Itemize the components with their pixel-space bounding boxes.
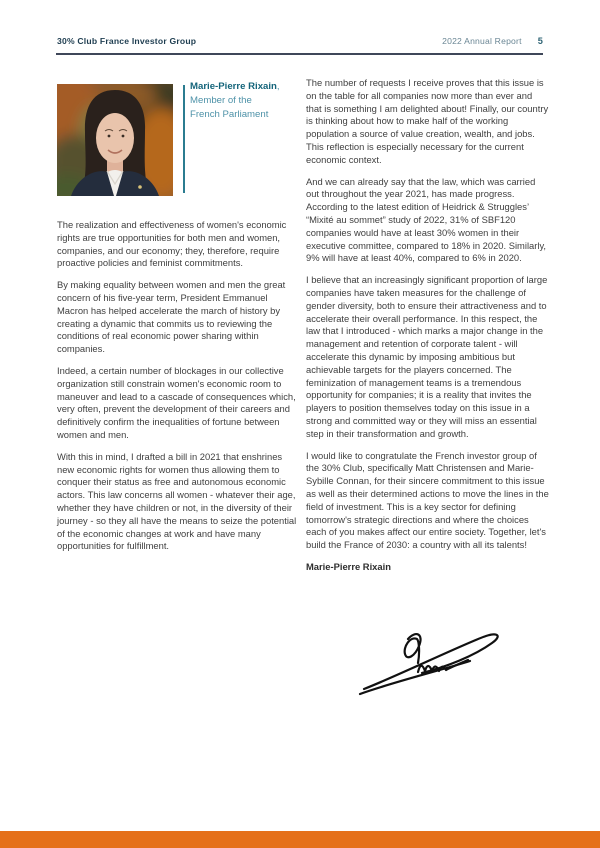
header-page-number: 5 (537, 36, 543, 46)
profile-photo (57, 84, 173, 196)
signoff-name: Marie-Pierre Rixain (306, 560, 391, 572)
portrait-illustration (57, 84, 173, 196)
profile-caption (190, 80, 284, 122)
paragraph: The realization and effectiveness of women's economic rights are true opportunities for both men and women, companies, and our economy; they, therefore, require proactive policies and feminist commitments. (57, 219, 287, 269)
header-brand: 30% Club France Investor Group (57, 36, 197, 46)
header-report-title: 2022 Annual Report (442, 36, 522, 46)
header-rule (56, 53, 543, 55)
profile-role: , Member of the French Parliament (190, 81, 280, 120)
paragraph: Indeed, a certain number of blockages in our collective organization still constrain women's economic room to maneuver and lead to a cascade of consequences which, very often, prevent the development of their careers and definitively confirm the inequalities of fortune between women and men. (57, 364, 296, 440)
page-header (57, 36, 543, 46)
paragraph: With this in mind, I drafted a bill in 2021 that enshrines new economic rights for women thus allowing them to conquer their status as free and autonomous economic actors. This law concerns all women - whatever their age, whether they have children or not, in the diversity of their journey - so they all have the means to seize the potential of the economic changes at work and have many opportunities for fulfillment. (57, 450, 297, 552)
paragraph: I believe that an increasingly significant proportion of large companies have taken measures for the challenge of gender diversity, both to ensure their attractiveness and to accelerate their overall performance. In this respect, the law that I introduced - which marks a major change in the management and retention of corporate talent - will accelerate this dynamic by imposing ambitious but achievable targets for the players concerned. The feminization of management teams is a tremendous opportunity for companies; it is a reality that invites the players to position themselves today on this issue in a strong and committed way or they will miss an essential step in their transformation and growth. (306, 274, 548, 439)
paragraph: By making equality between women and men the great concern of his five-year term, President Emmanuel Macron has helped accelerate the march of history by creating a dynamic that commits us to reviewing the conditions of real economic power sharing within companies. (57, 279, 286, 355)
face (96, 113, 134, 163)
profile-name: Marie-Pierre Rixain (190, 81, 277, 92)
caption-divider (183, 85, 185, 193)
signature-image (350, 626, 510, 701)
right-column (306, 77, 550, 583)
lapel-pin (138, 185, 142, 189)
paragraph: The number of requests I receive proves that this issue is on the table for all companies now more than ever and that is something I am delighted about! Finally, our country is thinking about how to make half of the working population a source of value creation, wealth, and jobs. This reflection is especially necessary for the current economic context. (306, 77, 549, 165)
paragraph: And we can already say that the law, which was carried out throughout the year 2021, has made progress. According to the latest edition of Heidrick & Struggles’ “Mixité au sommet” study of 2022, 31% of SBF120 companies would have at least 30% women in their executive committee, compared to 18% in 2020. Similarly, 9% will have at least 40%, compared to 6% in 2020. (306, 175, 547, 264)
left-column (57, 219, 299, 562)
paragraph: I would like to congratulate the French investor group of the 30% Club, specifically Matt Christensen and Marie-Sybille Connan, for their sincere commitment to this issue as well as their determined actions to move the lines in the field of investment. This is a key sector for defining tomorrow's strategic directions and where the choices each of you makes affect our entire society. Together, let's build the France of 2030: a country with all its talents! (306, 449, 549, 551)
footer-accent-bar (0, 831, 600, 848)
